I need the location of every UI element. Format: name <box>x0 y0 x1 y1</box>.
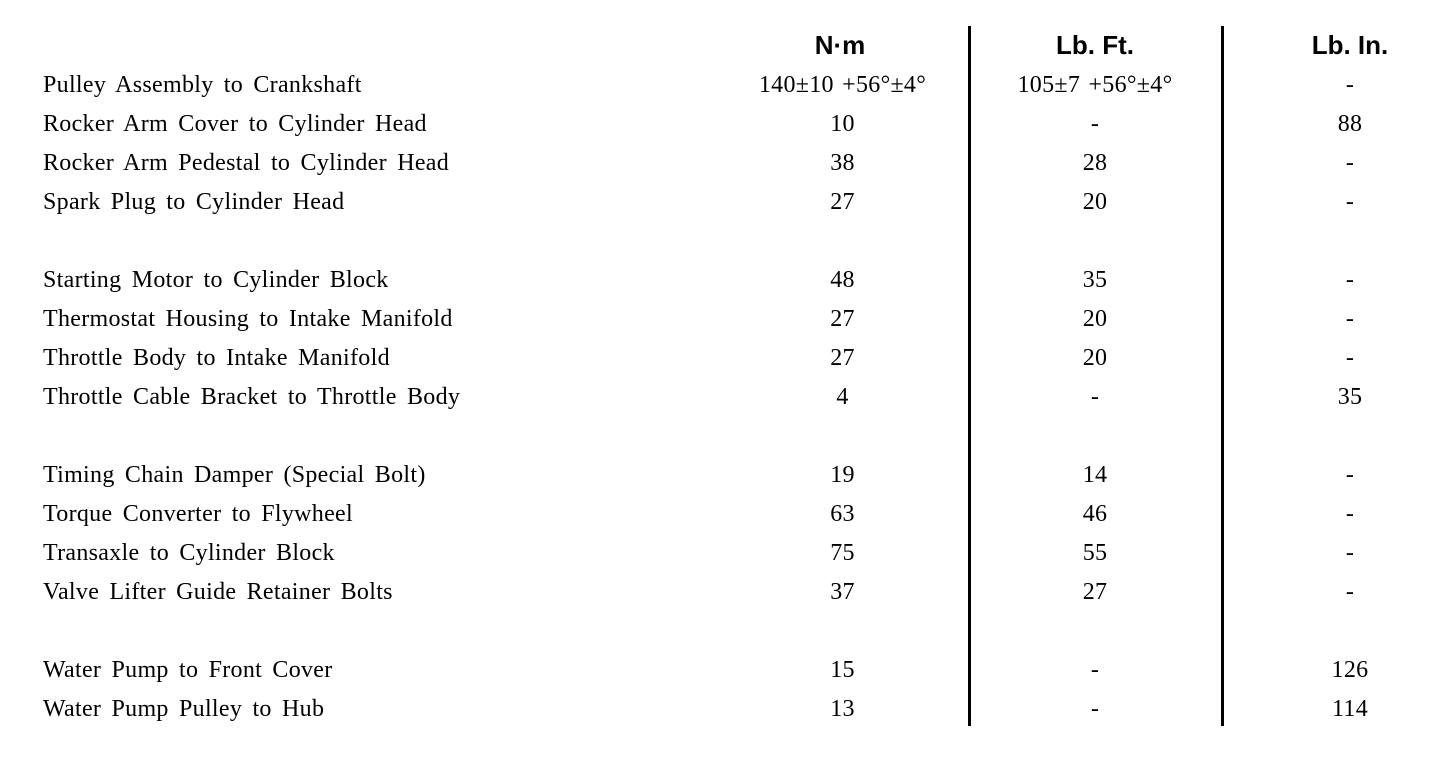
table-row <box>0 339 1456 378</box>
row-label: Thermostat Housing to Intake Manifold <box>43 306 453 332</box>
value-lb-in: - <box>1345 150 1355 176</box>
value-lb-ft: 55 <box>1082 540 1108 566</box>
table-row <box>0 261 1456 300</box>
value-lb-in: - <box>1345 345 1355 371</box>
value-lb-in: 88 <box>1337 111 1363 137</box>
row-label: Starting Motor to Cylinder Block <box>43 267 389 293</box>
table-row <box>0 183 1456 222</box>
row-label: Timing Chain Damper (Special Bolt) <box>43 462 426 488</box>
value-nm: 4 <box>836 384 849 410</box>
table-row <box>0 495 1456 534</box>
table-row <box>0 456 1456 495</box>
table-row <box>0 105 1456 144</box>
value-lb-ft: - <box>1090 384 1100 410</box>
value-lb-in: 35 <box>1337 384 1363 410</box>
table-row <box>0 651 1456 690</box>
value-lb-ft: - <box>1090 696 1100 722</box>
value-lb-in: - <box>1345 540 1355 566</box>
value-lb-ft: - <box>1090 111 1100 137</box>
value-lb-ft: 27 <box>1082 579 1108 605</box>
value-nm: 75 <box>830 540 855 566</box>
header-lb-ft: Lb. Ft. <box>1056 30 1134 60</box>
value-lb-ft: 28 <box>1082 150 1108 176</box>
table-row <box>0 534 1456 573</box>
table-row <box>0 378 1456 417</box>
value-lb-in: - <box>1345 267 1355 293</box>
row-label: Transaxle to Cylinder Block <box>43 540 335 566</box>
value-nm: 37 <box>830 579 855 605</box>
value-lb-ft: 20 <box>1082 189 1108 215</box>
table-row <box>0 690 1456 729</box>
row-label: Torque Converter to Flywheel <box>43 501 353 527</box>
value-lb-ft: 46 <box>1082 501 1108 527</box>
value-lb-in: 114 <box>1331 696 1368 722</box>
value-nm: 48 <box>830 267 855 293</box>
header-lb-in: Lb. In. <box>1311 30 1389 60</box>
row-label: Spark Plug to Cylinder Head <box>43 189 345 215</box>
value-lb-ft: 35 <box>1082 267 1108 293</box>
row-label: Rocker Arm Pedestal to Cylinder Head <box>43 150 450 176</box>
row-label: Rocker Arm Cover to Cylinder Head <box>43 111 427 137</box>
value-lb-in: - <box>1345 462 1355 488</box>
header-nm: N·m <box>814 30 866 60</box>
row-label: Water Pump to Front Cover <box>43 657 333 683</box>
value-nm: 13 <box>830 696 855 722</box>
value-nm: 27 <box>830 306 855 332</box>
value-nm: 19 <box>830 462 855 488</box>
row-label: Water Pump Pulley to Hub <box>43 696 325 722</box>
value-nm: 27 <box>830 189 855 215</box>
value-nm: 27 <box>830 345 855 371</box>
table-body <box>0 66 1456 729</box>
value-nm: 140±10 +56°±4° <box>758 72 927 98</box>
row-label: Pulley Assembly to Crankshaft <box>43 72 362 98</box>
row-label: Throttle Cable Bracket to Throttle Body <box>43 384 461 410</box>
value-nm: 10 <box>830 111 855 137</box>
value-lb-ft: 20 <box>1082 345 1108 371</box>
value-lb-in: - <box>1345 579 1355 605</box>
table-row <box>0 144 1456 183</box>
row-label: Throttle Body to Intake Manifold <box>43 345 390 371</box>
value-lb-in: 126 <box>1331 657 1369 683</box>
value-nm: 38 <box>830 150 855 176</box>
value-lb-ft: 20 <box>1082 306 1108 332</box>
row-label: Valve Lifter Guide Retainer Bolts <box>43 579 393 605</box>
value-lb-in: - <box>1345 189 1355 215</box>
table-row <box>0 573 1456 612</box>
value-lb-ft: - <box>1090 657 1100 683</box>
value-lb-in: - <box>1345 306 1355 332</box>
value-lb-ft: 14 <box>1082 462 1108 488</box>
table-row <box>0 300 1456 339</box>
table-row <box>0 66 1456 105</box>
value-lb-in: - <box>1345 72 1355 98</box>
value-nm: 15 <box>830 657 855 683</box>
value-lb-in: - <box>1345 501 1355 527</box>
value-nm: 63 <box>830 501 855 527</box>
value-lb-ft: 105±7 +56°±4° <box>1017 72 1173 98</box>
